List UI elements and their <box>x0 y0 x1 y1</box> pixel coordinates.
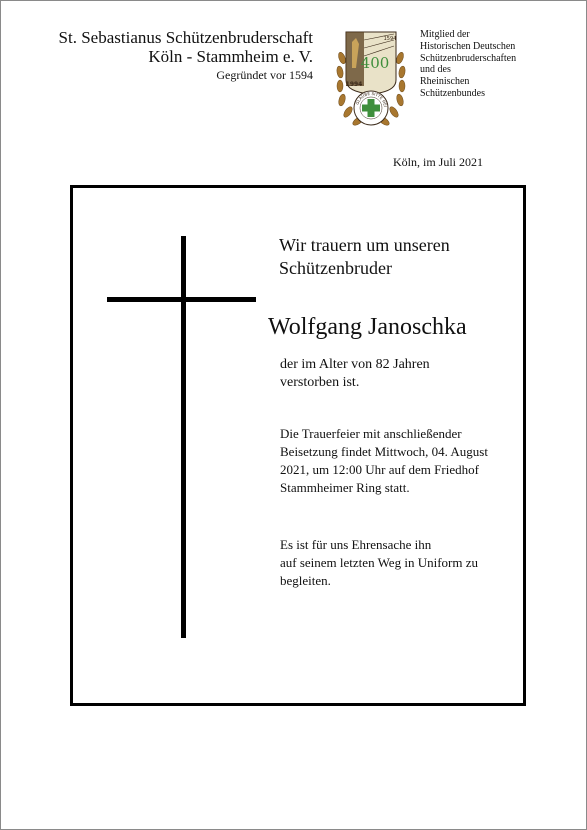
svg-text:1594: 1594 <box>383 36 397 42</box>
membership-note <box>420 29 516 100</box>
club-name-line-1: St. Sebastianus Schützenbruderschaft <box>58 28 313 47</box>
age-line: der im Alter von 82 Jahren <box>280 357 430 372</box>
membership-line: und des <box>420 64 451 76</box>
heading-line: Schützenbruder <box>279 258 392 278</box>
service-line: Beisetzung findet Mittwoch, 04. August <box>280 444 488 459</box>
cross-icon-horizontal-bar <box>107 297 256 302</box>
membership-line: Mitglied der <box>420 29 470 40</box>
mourning-heading <box>279 234 450 280</box>
service-line: Die Trauerfeier mit anschließender <box>280 426 462 441</box>
service-line: 2021, um 12:00 Uhr auf dem Friedhof <box>280 462 479 477</box>
deceased-name: Wolfgang Janoschka <box>268 314 467 340</box>
membership-line: Schützenbundes <box>420 87 485 99</box>
honor-line: Es ist für uns Ehrensache ihn <box>280 537 432 552</box>
honor-line: begleiten. <box>280 573 331 588</box>
club-name-line-2: Köln - Stammheim e. V. <box>148 47 313 66</box>
place-date: Köln, im Juli 2021 <box>393 155 484 169</box>
svg-text:1994: 1994 <box>345 81 363 88</box>
funeral-service-details <box>280 425 510 497</box>
svg-text:GLAUBE SITTE HEIMAT: GLAUBE SITTE HEI <box>354 90 388 108</box>
service-line: Stammheimer Ring statt. <box>280 480 410 495</box>
founded-note: Gegründet vor 1594 <box>216 68 313 82</box>
age-statement <box>280 356 430 392</box>
age-line: verstorben ist. <box>280 375 360 390</box>
heading-line: Wir trauern um unseren <box>279 235 450 255</box>
membership-line: Schützenbruderschaften <box>420 52 517 64</box>
honor-statement <box>280 536 510 590</box>
club-emblem-icon <box>334 28 408 132</box>
membership-line: Historischen Deutschen <box>420 40 516 52</box>
svg-text:400: 400 <box>360 54 390 72</box>
honor-line: auf seinem letzten Weg in Uniform zu <box>280 555 478 570</box>
club-header <box>59 28 313 83</box>
membership-line: Rheinischen <box>420 76 470 88</box>
